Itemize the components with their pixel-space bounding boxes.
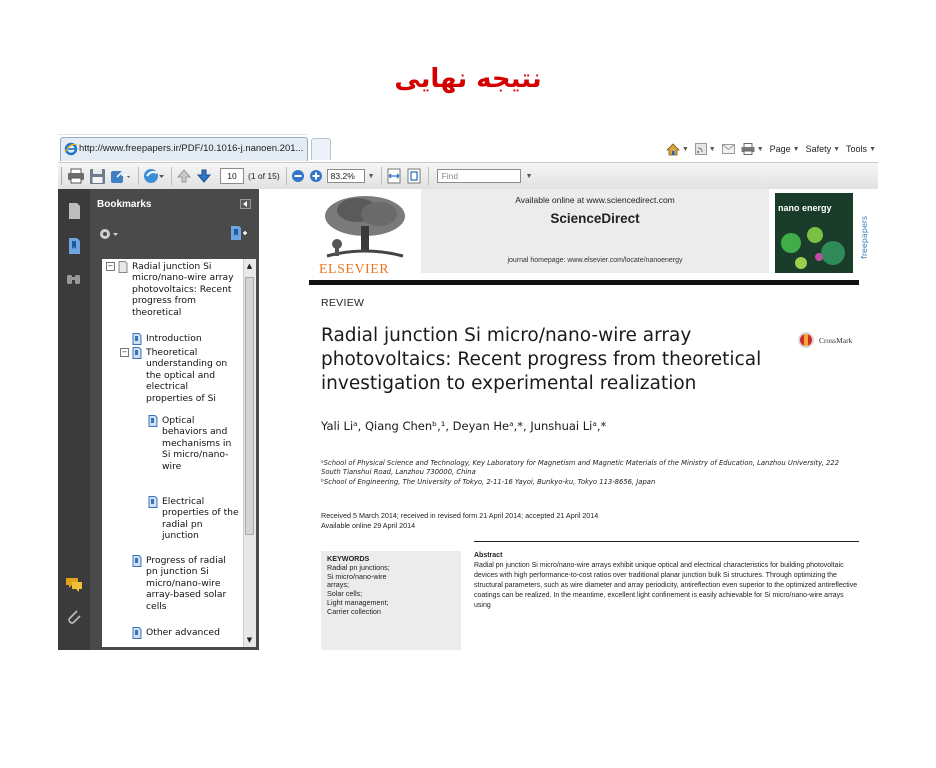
feeds-button[interactable]: ▼ <box>695 143 716 155</box>
find-input[interactable]: Find <box>437 169 521 183</box>
save-button[interactable] <box>89 166 106 186</box>
abstract-rule <box>474 541 859 542</box>
collaborate-button[interactable] <box>143 166 165 186</box>
authors-line: Yali Liᵃ, Qiang Chenᵇ,¹, Deyan Heᵃ,*, Junshuai Liᵃ,* <box>321 419 607 433</box>
tab-url: http://www.freepapers.ir/PDF/10.1016-j.nanoen.201... <box>79 143 304 154</box>
page-thumbnails-icon[interactable] <box>64 201 84 221</box>
save-disk-icon <box>89 168 106 185</box>
article-title: Radial junction Si micro/nano-wire array photovoltaics: Recent progress from theoretical investigation to experimental realization <box>321 325 762 394</box>
elsevier-tree-logo <box>317 192 413 262</box>
bookmarks-title: Bookmarks <box>97 199 152 210</box>
command-bar <box>666 140 878 158</box>
toolbar-grip <box>60 166 63 186</box>
zoom-in-icon <box>309 169 323 183</box>
tools-menu[interactable]: Tools ▼ <box>846 144 876 154</box>
zoom-level-select[interactable]: 83.2% <box>327 169 365 183</box>
new-tab-button[interactable] <box>311 138 331 160</box>
cover-title: nano energy <box>778 203 832 213</box>
page-menu-label: Page <box>769 144 791 154</box>
bookmarks-scrollbar[interactable] <box>243 259 256 647</box>
page-number-input[interactable]: 10 <box>220 168 244 184</box>
scroll-thumb[interactable] <box>245 277 254 535</box>
bookmarks-toolbar <box>90 225 259 245</box>
fit-width-icon <box>386 168 402 184</box>
bookmark-item[interactable] <box>146 333 241 344</box>
bookmark-label: Other advanced <box>146 627 220 638</box>
available-online-text[interactable]: Available online at www.sciencedirect.com <box>515 195 675 205</box>
bookmark-item[interactable] <box>146 555 238 612</box>
navigation-pane-strip <box>58 189 90 650</box>
home-icon <box>666 143 680 156</box>
document-view[interactable] <box>259 189 878 650</box>
bookmark-item[interactable] <box>162 415 242 472</box>
affiliation-b: ᵇSchool of Engineering, The University of Tokyo, 2-11-16 Yayoi, Bunkyo-ku, Tokyo 113-8656, Japan <box>321 477 656 486</box>
find-dropdown-icon[interactable]: ▼ <box>525 172 533 180</box>
bookmark-label: Progress of radial pn junction Si micro/nano-wire array-based solar cells <box>146 555 227 612</box>
bookmark-label: Introduction <box>146 333 202 344</box>
chevron-left-icon <box>241 200 250 208</box>
page-menu[interactable]: Page ▼ <box>769 144 800 154</box>
bookmark-label: Electrical properties of the radial pn junction <box>162 496 239 542</box>
bookmarks-panel <box>90 189 259 650</box>
abstract-heading: Abstract <box>474 552 503 559</box>
feeds-icon <box>695 143 707 155</box>
bookmark-item[interactable] <box>107 261 237 318</box>
browser-tab[interactable] <box>60 137 308 161</box>
bookmark-icon <box>118 261 128 273</box>
previous-page-button[interactable] <box>176 166 192 186</box>
zoom-out-icon <box>291 169 305 183</box>
bookmark-label: Theoretical understanding on the optical and electrical properties of Si <box>146 347 228 404</box>
bookmark-label: Optical behaviors and mechanisms in Si micro/nano-wire <box>162 415 232 472</box>
journal-cover-image <box>775 193 853 273</box>
keyword-item: Solar cells; <box>327 589 363 599</box>
print-button[interactable] <box>67 166 85 186</box>
pdf-page <box>309 189 859 650</box>
options-gear-icon[interactable] <box>98 227 120 241</box>
grip-icon <box>60 167 63 185</box>
bookmark-icon <box>132 555 142 567</box>
slide-title: نتیجه نهایی <box>394 64 542 94</box>
keywords-heading: KEYWORDS <box>327 554 370 563</box>
bookmark-icon <box>132 627 142 639</box>
zoom-in-button[interactable] <box>309 166 323 186</box>
keyword-item: Light management; <box>327 597 389 607</box>
abstract <box>474 551 859 611</box>
attachments-paperclip-icon[interactable] <box>64 607 84 627</box>
keyword-item: Carrier collection <box>327 606 381 616</box>
publisher-name: ELSEVIER <box>319 262 390 277</box>
scroll-up-icon[interactable]: ▲ <box>246 262 253 270</box>
share-button[interactable] <box>110 166 132 186</box>
collaborate-icon <box>143 167 165 185</box>
journal-homepage-text[interactable]: journal homepage: www.elsevier.com/locate/nanoenergy <box>507 257 683 264</box>
collapse-toggle-icon[interactable]: − <box>121 348 128 356</box>
sciencedirect-title: ScienceDirect <box>550 211 640 226</box>
arrow-up-icon <box>176 168 192 184</box>
article-type: REVIEW <box>321 297 365 309</box>
printer-icon <box>741 143 755 155</box>
bookmarks-icon[interactable] <box>64 236 84 256</box>
bookmark-item[interactable] <box>121 347 236 404</box>
mail-icon <box>722 144 735 154</box>
zoom-out-button[interactable] <box>291 166 305 186</box>
collapse-toggle-icon[interactable]: − <box>107 262 114 270</box>
cover-art <box>775 213 853 273</box>
fit-page-icon <box>406 168 422 184</box>
bookmark-label: Radial junction Si micro/nano-wire array photovoltaics: Recent progress from theoretical <box>132 261 234 318</box>
next-page-button[interactable] <box>196 166 212 186</box>
bookmarks-header <box>90 189 259 215</box>
bookmarks-tree <box>102 259 256 647</box>
bookmark-item[interactable] <box>162 496 242 542</box>
print-button[interactable]: ▼ <box>741 143 764 155</box>
scroll-down-icon[interactable]: ▼ <box>246 636 253 644</box>
browser-tab-bar <box>58 128 878 162</box>
home-button[interactable]: ▼ <box>666 143 689 156</box>
safety-menu[interactable]: Safety ▼ <box>805 144 841 154</box>
crossmark-label: CrossMark <box>819 335 853 345</box>
reader-toolbar <box>58 162 878 190</box>
ie-icon <box>64 142 78 156</box>
bookmark-icon <box>132 333 142 345</box>
bookmark-item[interactable] <box>146 627 238 638</box>
safety-menu-label: Safety <box>805 144 832 154</box>
journal-header-box <box>421 189 769 273</box>
collapse-panel-button[interactable] <box>240 199 251 209</box>
side-watermark: freepapers <box>860 215 869 259</box>
article-dates <box>321 511 841 531</box>
screenshot-frame <box>58 128 878 650</box>
page-count: (1 of 15) <box>248 171 280 181</box>
comments-icon[interactable] <box>64 574 84 594</box>
fit-page-button[interactable] <box>406 166 422 186</box>
crossmark-button[interactable] <box>797 331 852 349</box>
received-dates: Received 5 March 2014; received in revised form 21 April 2014; accepted 21 April 2014 <box>321 511 599 520</box>
fit-width-button[interactable] <box>386 166 402 186</box>
header-rule <box>309 280 859 285</box>
keyword-item: Si micro/nano-wire <box>327 571 387 581</box>
keyword-item: Radial pn junctions; <box>327 562 390 572</box>
search-binoculars-icon[interactable] <box>64 269 84 289</box>
bookmark-icon <box>132 347 142 359</box>
mail-button[interactable] <box>722 144 735 154</box>
printer-icon <box>67 168 85 184</box>
bookmark-icon <box>148 496 158 508</box>
keyword-item: arrays; <box>327 580 349 590</box>
abstract-text: Radial pn junction Si micro/nano-wire arrays exhibit unique optical and electrical characteristics for building photovoltaic devices with high performance-to-cost ratios over traditional planar junction bulk Si structures. Through optimizing the structural parameters, such as wire diameter and array periodicity, antireflection even superior to the optimized antireflective coatings can be realized. In the meantime, excellent light confinement is easily achievable for Si micro/nano-wire arrays using <box>474 562 858 609</box>
affiliations <box>321 459 841 487</box>
crossmark-icon <box>797 331 815 349</box>
new-bookmark-icon[interactable] <box>229 225 249 241</box>
arrow-down-icon <box>196 168 212 184</box>
zoom-dropdown-icon[interactable]: ▼ <box>367 172 375 180</box>
affiliation-a: ᵃSchool of Physical Science and Technology, Key Laboratory for Magnetism and Magnetic Materials of the Ministry of Education, Lanzhou University, 222 South Tianshui Road, Lanzhou 730000, China <box>321 459 839 477</box>
share-icon <box>110 168 132 185</box>
tools-menu-label: Tools <box>846 144 868 154</box>
keywords-box <box>321 551 461 650</box>
available-date: Available online 29 April 2014 <box>321 520 416 530</box>
bookmark-icon <box>148 415 158 427</box>
